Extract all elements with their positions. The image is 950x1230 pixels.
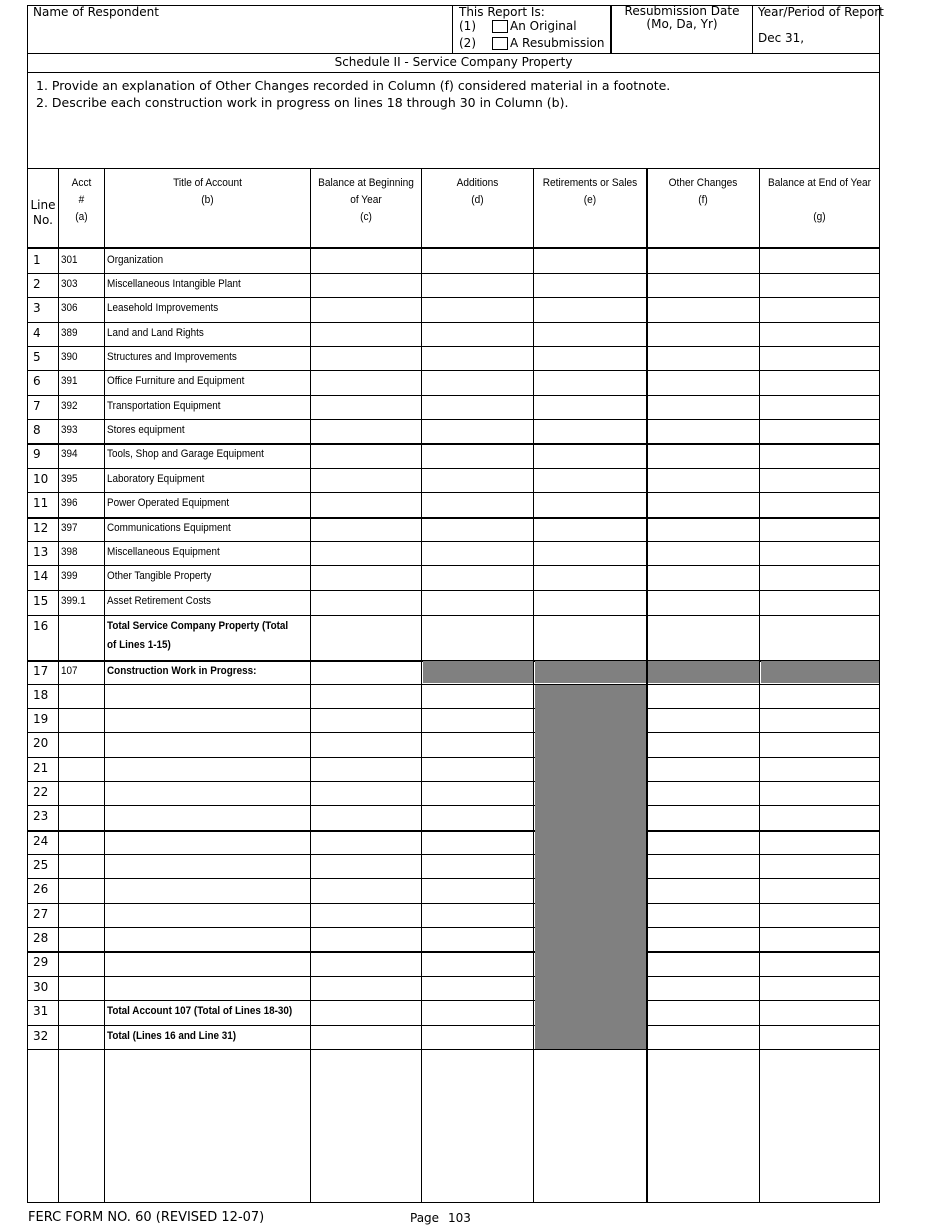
schedule-title: Schedule II - Service Company Property — [334, 55, 573, 69]
resubmission-date-format: (Mo, Da, Yr) — [646, 17, 718, 31]
line-number: 12 — [33, 521, 49, 535]
account-number: 395 — [61, 473, 78, 485]
line-number: 27 — [33, 907, 49, 921]
col-d: (d) — [471, 194, 484, 206]
line-number: 14 — [33, 569, 49, 583]
original-label: An Original — [510, 19, 577, 33]
shaded-cell-additions — [423, 661, 533, 683]
page-label: Page — [410, 1211, 440, 1225]
line-number: 4 — [33, 326, 41, 340]
account-number: 399.1 — [61, 595, 86, 607]
line-number: 2 — [33, 277, 41, 291]
resubmission-label: A Resubmission — [510, 36, 605, 50]
account-number: 389 — [61, 327, 78, 339]
additions-header: Additions — [456, 177, 499, 189]
report-is-label: This Report Is: — [459, 5, 545, 19]
resubmission-date-label: Resubmission Date — [624, 4, 740, 18]
line-number: 21 — [33, 761, 49, 775]
account-number: 391 — [61, 375, 78, 387]
account-title: Laboratory Equipment — [107, 473, 205, 485]
account-title: Other Tangible Property — [107, 570, 212, 582]
line-number: 30 — [33, 980, 49, 994]
account-title: Leasehold Improvements — [107, 302, 219, 314]
account-title: Total Account 107 (Total of Lines 18-30) — [107, 1005, 293, 1017]
respondent-name-label: Name of Respondent — [33, 5, 159, 19]
account-number: 306 — [61, 302, 78, 314]
instruction-1: 1. Provide an explanation of Other Changes recorded in Column (f) considered material in a footnote. — [36, 78, 671, 93]
col-c: (c) — [360, 211, 372, 223]
account-number: 396 — [61, 497, 78, 509]
balance-begin-header-2: of Year — [350, 194, 382, 206]
line-number: 31 — [33, 1004, 49, 1018]
account-title: Miscellaneous Equipment — [107, 546, 220, 558]
account-number: 107 — [61, 665, 78, 677]
account-number: 301 — [61, 254, 78, 266]
acct-hash: # — [78, 194, 85, 206]
account-title: Asset Retirement Costs — [107, 595, 211, 607]
line-number: 23 — [33, 809, 49, 823]
account-title: Stores equipment — [107, 424, 185, 436]
title-header: Title of Account — [173, 177, 242, 189]
no-header: No. — [33, 213, 53, 227]
line-number: 29 — [33, 955, 49, 969]
line-number: 3 — [33, 301, 41, 315]
account-number: 392 — [61, 400, 78, 412]
line-number: 9 — [33, 447, 41, 461]
line-number: 19 — [33, 712, 49, 726]
line-number: 10 — [33, 472, 49, 486]
account-title: Miscellaneous Intangible Plant — [107, 278, 241, 290]
line-number: 22 — [33, 785, 49, 799]
year-period-label: Year/Period of Report — [758, 5, 884, 19]
line-number: 18 — [33, 688, 49, 702]
line-number: 5 — [33, 350, 41, 364]
line-header: Line — [30, 198, 56, 212]
col-a: (a) — [75, 211, 88, 223]
account-title: Total Service Company Property (Total — [107, 620, 289, 632]
line-number: 20 — [33, 736, 49, 750]
col-g: (g) — [813, 211, 826, 223]
shaded-cell-other-changes — [648, 661, 759, 683]
account-number: 397 — [61, 522, 78, 534]
line-number: 24 — [33, 834, 49, 848]
line-number: 8 — [33, 423, 41, 437]
account-title: Land and Land Rights — [107, 327, 204, 339]
acct-header: Acct — [71, 177, 92, 189]
account-title: Organization — [107, 254, 164, 266]
balance-end-header: Balance at End of Year — [768, 177, 871, 189]
option1-number: (1) — [459, 19, 476, 33]
original-checkbox[interactable] — [492, 20, 508, 33]
account-number: 398 — [61, 546, 78, 558]
account-title: Office Furniture and Equipment — [107, 375, 245, 387]
account-title: Communications Equipment — [107, 522, 231, 534]
line-number: 6 — [33, 374, 41, 388]
account-number: 303 — [61, 278, 78, 290]
option2-number: (2) — [459, 36, 476, 50]
account-title: Construction Work in Progress: — [107, 665, 257, 677]
instruction-2: 2. Describe each construction work in progress on lines 18 through 30 in Column (b). — [36, 95, 569, 110]
line-number: 11 — [33, 496, 49, 510]
form-number: FERC FORM NO. 60 (REVISED 12-07) — [28, 1210, 265, 1225]
account-title: Tools, Shop and Garage Equipment — [107, 448, 264, 460]
account-title-line-2: of Lines 1-15) — [107, 639, 171, 651]
line-number: 26 — [33, 882, 49, 896]
line-number: 15 — [33, 594, 49, 608]
shaded-cell-balance-end — [761, 661, 879, 683]
resubmission-checkbox[interactable] — [492, 37, 508, 50]
account-title: Total (Lines 16 and Line 31) — [107, 1030, 237, 1042]
line-number: 7 — [33, 399, 41, 413]
retirements-header: Retirements or Sales — [542, 177, 638, 189]
other-changes-header: Other Changes — [668, 177, 738, 189]
line-number: 25 — [33, 858, 49, 872]
account-title: Transportation Equipment — [107, 400, 221, 412]
account-number: 399 — [61, 570, 78, 582]
account-title: Power Operated Equipment — [107, 497, 230, 509]
shaded-cell-retirements — [535, 661, 646, 683]
col-b: (b) — [201, 194, 214, 206]
balance-begin-header: Balance at Beginning — [318, 177, 414, 189]
account-number: 393 — [61, 424, 78, 436]
line-number: 32 — [33, 1029, 49, 1043]
account-number: 394 — [61, 448, 78, 460]
col-e: (e) — [583, 194, 597, 206]
year-period-value: Dec 31, — [758, 31, 805, 45]
page-number: 103 — [448, 1211, 471, 1225]
line-number: 16 — [33, 619, 49, 633]
account-title: Structures and Improvements — [107, 351, 237, 363]
line-number: 28 — [33, 931, 49, 945]
account-number: 390 — [61, 351, 78, 363]
line-number: 17 — [33, 664, 49, 678]
col-f: (f) — [698, 194, 708, 206]
line-number: 13 — [33, 545, 49, 559]
shaded-retirements-column — [535, 685, 646, 1049]
line-number: 1 — [33, 253, 41, 267]
